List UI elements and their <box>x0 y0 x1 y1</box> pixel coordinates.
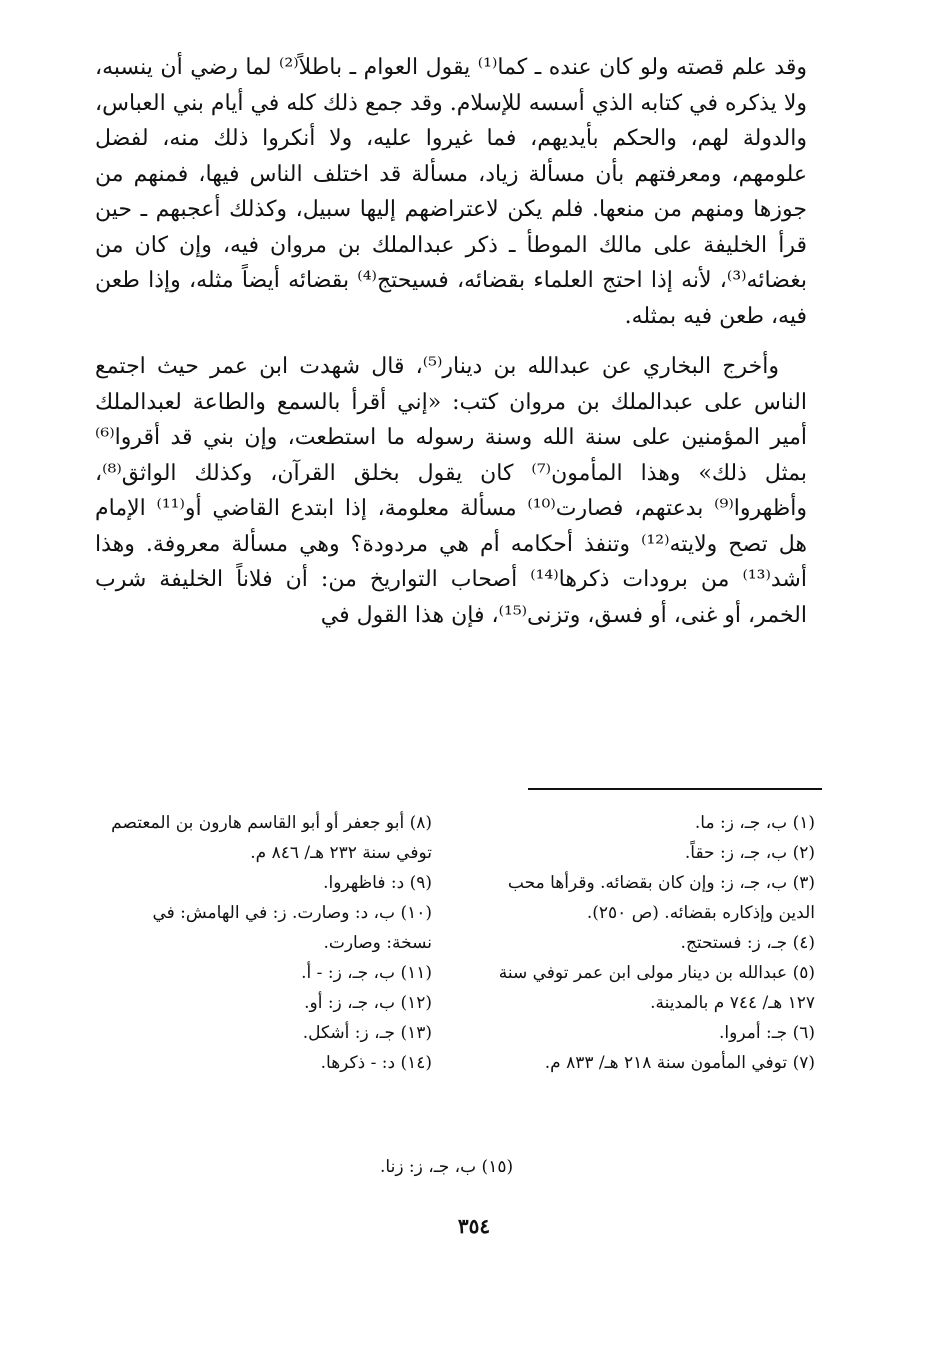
footnote: (٨) أبو جعفر أو أبو القاسم هارون بن المعتصم توفي سنة ٢٣٢ هـ/ ٨٤٦ م. <box>111 813 432 863</box>
footnote: (١٤) د: - ذكرها. <box>320 1053 432 1073</box>
main-text <box>95 50 807 633</box>
page-number: ٣٥٤ <box>457 1214 491 1238</box>
footnote: (٥) عبدالله بن دينار مولى ابن عمر توفي سنة ١٢٧ هـ/ ٧٤٤ م بالمدينة. <box>498 963 815 1013</box>
footnote: (٣) ب، جـ، ز: وإن كان بقضائه. وقرأها محب الدين وإذكاره بقضائه. (ص ٢٥٠). <box>507 873 815 923</box>
footnote: (٤) جـ، ز: فستحتج. <box>680 933 815 953</box>
footnote-separator <box>528 788 822 790</box>
footnotes-left-column <box>105 808 432 1078</box>
footnote: (١٥) ب، جـ، ز: زنا. <box>380 1157 514 1177</box>
footnote: (٦) جـ: أمروا. <box>719 1023 815 1043</box>
footnote: (١) ب، جـ، ز: ما. <box>694 813 815 833</box>
footnote: (١٠) ب، د: وصارت. ز: في الهامش: في نسخة: وصارت. <box>152 903 432 953</box>
footnote: (٢) ب، جـ، ز: حقاً. <box>684 843 815 863</box>
footnote: (٧) توفي المأمون سنة ٢١٨ هـ/ ٨٣٣ م. <box>544 1053 815 1073</box>
footnotes-right-column <box>480 808 815 1078</box>
paragraph: وقد علم قصته ولو كان عنده ـ كما⁽¹⁾ يقول العوام ـ باطلاً⁽²⁾ لما رضي أن ينسبه، ولا يذكره في كتابه الذي أسسه للإسلام. وقد جمع ذلك كله في أيام بني العباس، والدولة لهم، والحكم بأيديهم، فما غيروا عليه، ولا أنكروا ذلك منه، لفضل علومهم، ومعرفتهم بأن مسألة زياد، مسألة قد اختلف الناس فيها، فمنهم من جوزها ومنهم من منعها. فلم يكن لاعتراضهم إليها سبيل، وكذلك أعجبهم ـ حين قرأ الخليفة على مالك الموطأ ـ ذكر عبدالملك بن مروان فيه، وإن كان من بغضائه⁽³⁾، لأنه إذا احتج العلماء بقضائه، فسيحتج⁽⁴⁾ بقضائه أيضاً مثله، وإذا طعن فيه، طعن فيه بمثله. <box>95 55 807 329</box>
footnote: (١٣) جـ، ز: أشكل. <box>302 1023 432 1043</box>
paragraph: وأخرج البخاري عن عبدالله بن دينار⁽⁵⁾، قال شهدت ابن عمر حيث اجتمع الناس على عبدالملك بن مروان كتب: «إني أقرأ بالسمع والطاعة لعبدالملك أمير المؤمنين على سنة الله وسنة رسوله ما استطعت، وإن بني قد أقروا⁽⁶⁾ بمثل ذلك» وهذا المأمون⁽⁷⁾ كان يقول بخلق القرآن، وكذلك الواثق⁽⁸⁾، وأظهروا⁽⁹⁾ بدعتهم، فصارت⁽¹⁰⁾ مسألة معلومة، إذا ابتدع القاضي أو⁽¹¹⁾ الإمام هل تصح ولايته⁽¹²⁾ وتنفذ أحكامه أم هي مردودة؟ وهي مسألة معروفة. وهذا أشد⁽¹³⁾ من برودات ذكرها⁽¹⁴⁾ أصحاب التواريخ من: أن فلاناً الخليفة شرب الخمر، أو غنى، أو فسق، وتزنى⁽¹⁵⁾، فإن هذا القول في <box>95 354 808 628</box>
footnote: (١٢) ب، جـ، ز: أو. <box>304 993 432 1013</box>
footnote: (١١) ب، جـ، ز: - أ. <box>301 963 432 983</box>
footnote: (٩) د: فاظهروا. <box>323 873 432 893</box>
